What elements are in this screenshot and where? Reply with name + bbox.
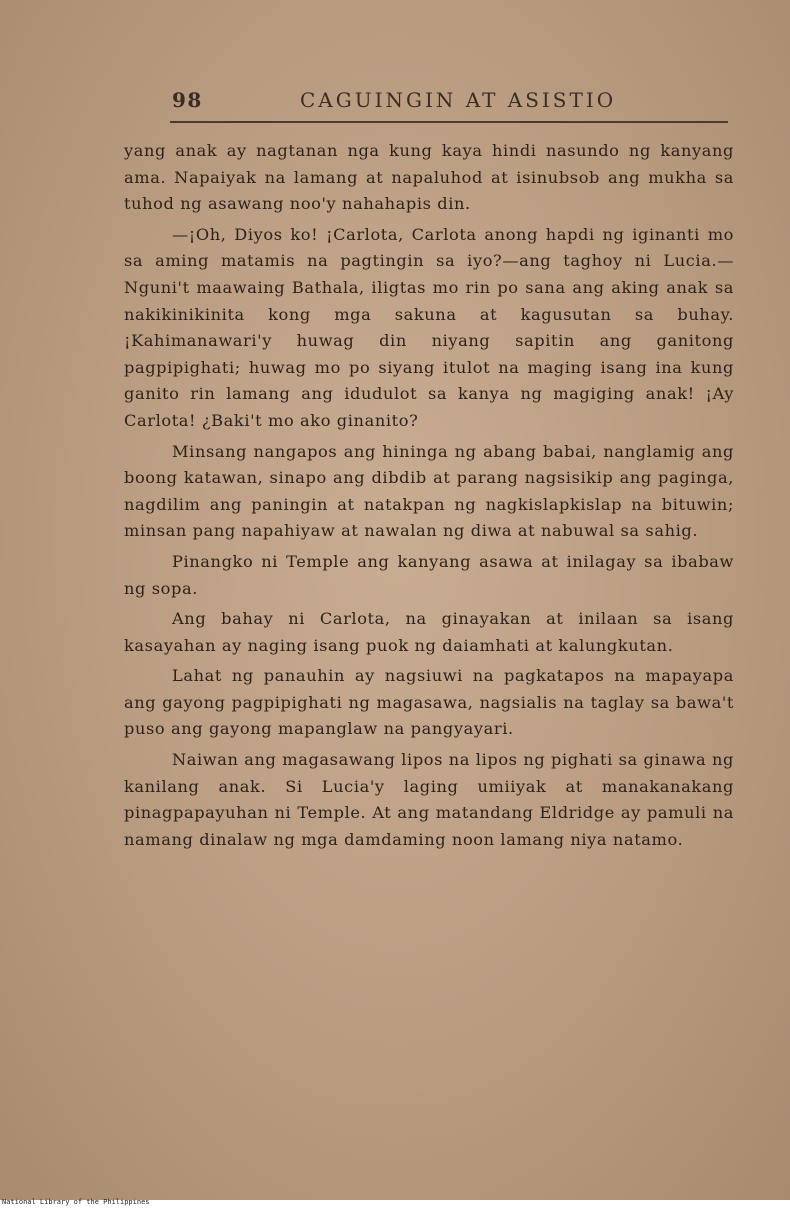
paragraph: yang anak ay nagtanan nga kung kaya hindi nasundo ng kanyang ama. Napaiyak na lamang at napaluhod at isinubsob ang mukha sa tuhod ng asawang noo'y nahahapis din. (124, 141, 734, 214)
paragraph: —¡Oh, Diyos ko! ¡Carlota, Carlota anong hapdi ng iginanti mo sa aming matamis na pagtingin sa iyo?—ang taghoy ni Lucia.—Nguni't maawaing Bathala, iligtas mo rin po sana ang aking anak sa nakikinikinita kong mga sakuna at kagusutan sa buhay. ¡Kahimanawari'y huwag din niyang sapitin ang ganitong pagpipighati; huwag mo po siyang itulot na maging isang ina kung ganito rin lamang ang idudulot sa kanya ng magiging anak! ¡Ay Carlota! ¿Baki't mo ako ginanito? (124, 224, 734, 430)
paragraph: Pinangko ni Temple ang kanyang asawa at inilagay sa ibabaw ng sopa. (124, 551, 734, 598)
header-rule (170, 121, 728, 123)
footer (0, 1200, 790, 1208)
running-title: CAGUINGIN AT ASISTIO (300, 88, 617, 112)
page-header (172, 88, 727, 122)
footer-text: National Library of the Philippines (2, 1198, 150, 1206)
body-text (124, 138, 734, 857)
page-number: 98 (172, 88, 203, 112)
paragraph: Minsang nangapos ang hininga ng abang babai, nanglamig ang boong katawan, sinapo ang dibdib at parang nagsisikip ang paginga, nagdilim ang paningin at natakpan ng nagkislapkislap na bituwin; minsan pang napahiyaw at nawalan ng diwa at nabuwal sa sahig. (124, 441, 734, 541)
paragraph: Lahat ng panauhin ay nagsiuwi na pagkatapos na mapayapa ang gayong pagpipighati ng magasawa, nagsialis na taglay sa bawa't puso ang gayong mapanglaw na pangyayari. (124, 666, 734, 739)
paragraph: Ang bahay ni Carlota, na ginayakan at inilaan sa isang kasayahan ay naging isang puok ng daiamhati at kalungkutan. (124, 609, 734, 655)
paragraph: Naiwan ang magasawang lipos na lipos ng pighati sa ginawa ng kanilang anak. Si Lucia'y laging umiiyak at manakanakang pinagpapayuhan ni Temple. At ang matandang Eldridge ay pamuli na namang dinalaw ng mga damdaming noon lamang niya natamo. (124, 750, 735, 849)
